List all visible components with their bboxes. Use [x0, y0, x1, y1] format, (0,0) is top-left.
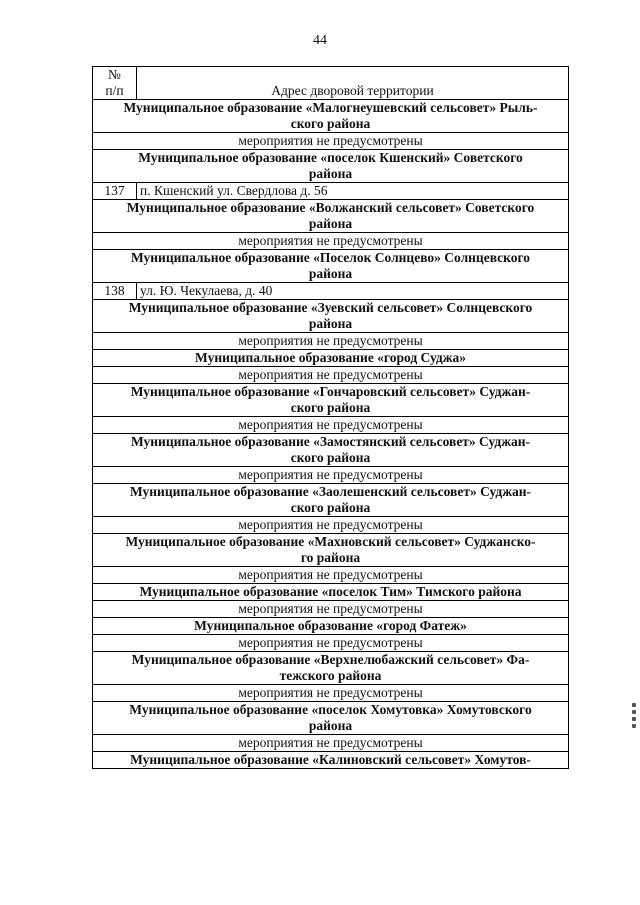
table-row-municipality — [93, 250, 569, 283]
municipality-heading — [93, 250, 569, 283]
municipality-heading-line: Муниципальное образование «Замостянский сельсовет» Суджан- — [130, 434, 531, 449]
column-header-address: Адрес дворовой территории — [137, 67, 569, 100]
row-address: ул. Ю. Чекулаева, д. 40 — [137, 283, 569, 300]
municipality-heading-line: района — [308, 266, 353, 281]
table-row-no-activities — [93, 133, 569, 150]
table-row-no-activities — [93, 567, 569, 584]
municipality-heading-line: ского района — [290, 450, 371, 465]
row-number: 138 — [93, 283, 137, 300]
table-row-municipality — [93, 384, 569, 417]
table-row-municipality — [93, 300, 569, 333]
no-activities-note: мероприятия не предусмотрены — [93, 635, 569, 652]
municipality-heading-line: ского района — [290, 500, 371, 515]
table-row-no-activities — [93, 333, 569, 350]
municipality-heading-line: района — [308, 316, 353, 331]
municipality-heading — [93, 484, 569, 517]
municipality-heading — [93, 584, 569, 601]
table-row-no-activities — [93, 735, 569, 752]
table-row-municipality — [93, 350, 569, 367]
table-row-no-activities — [93, 417, 569, 434]
table-row-municipality — [93, 584, 569, 601]
table-row-municipality — [93, 652, 569, 685]
table-row-municipality — [93, 150, 569, 183]
municipality-heading-line: Муниципальное образование «поселок Хомутовка» Хомутовского — [129, 702, 532, 717]
table-row-municipality — [93, 484, 569, 517]
municipality-heading — [93, 618, 569, 635]
municipality-heading-line: Муниципальное образование «Калиновский сельсовет» Хомутов- — [130, 752, 531, 767]
municipality-heading — [93, 100, 569, 133]
municipality-heading — [93, 300, 569, 333]
table-row-municipality — [93, 434, 569, 467]
municipality-heading-line: Муниципальное образование «Верхнелюбажский сельсовет» Фа- — [131, 652, 530, 667]
no-activities-note: мероприятия не предусмотрены — [93, 133, 569, 150]
table-row-no-activities — [93, 601, 569, 618]
edge-scan-mark — [632, 700, 638, 740]
municipality-heading-line: района — [308, 166, 353, 181]
municipality-heading-line: Муниципальное образование «город Суджа» — [195, 350, 466, 365]
table-row-no-activities — [93, 233, 569, 250]
municipality-heading-line: го района — [300, 550, 361, 565]
no-activities-note: мероприятия не предусмотрены — [93, 417, 569, 434]
table-row-no-activities — [93, 685, 569, 702]
municipality-heading-line: Муниципальное образование «Махновский сельсовет» Суджанско- — [125, 534, 536, 549]
municipality-heading-line: Муниципальное образование «Малогнеушевский сельсовет» Рыль- — [123, 100, 538, 115]
municipality-heading — [93, 350, 569, 367]
no-activities-note: мероприятия не предусмотрены — [93, 367, 569, 384]
page-number: 44 — [313, 33, 327, 48]
table-row-no-activities — [93, 467, 569, 484]
no-activities-note: мероприятия не предусмотрены — [93, 685, 569, 702]
table-header-row — [93, 67, 569, 100]
municipality-heading — [93, 200, 569, 233]
municipality-heading-line: Муниципальное образование «Поселок Солнцево» Солнцевского — [130, 250, 531, 265]
municipality-heading-line: Муниципальное образование «Заолешенский сельсовет» Суджан- — [129, 484, 532, 499]
table-row-no-activities — [93, 367, 569, 384]
column-header-number — [93, 67, 137, 100]
municipality-heading — [93, 434, 569, 467]
municipality-heading — [93, 752, 569, 769]
no-activities-note: мероприятия не предусмотрены — [93, 601, 569, 618]
municipality-heading — [93, 702, 569, 735]
no-activities-note: мероприятия не предусмотрены — [93, 567, 569, 584]
table-row-address — [93, 183, 569, 200]
no-activities-note: мероприятия не предусмотрены — [93, 233, 569, 250]
municipality-heading — [93, 384, 569, 417]
table-row-address — [93, 283, 569, 300]
table-row-municipality — [93, 752, 569, 769]
municipality-heading — [93, 150, 569, 183]
municipality-heading-line: Муниципальное образование «Волжанский сельсовет» Советского — [126, 200, 535, 215]
municipality-heading-line: тежского района — [279, 668, 382, 683]
municipality-heading-line: Муниципальное образование «поселок Кшенский» Советского — [138, 150, 523, 165]
municipality-heading-line: Муниципальное образование «поселок Тим» Тимского района — [139, 584, 522, 599]
table-row-municipality — [93, 200, 569, 233]
municipality-heading — [93, 534, 569, 567]
no-activities-note: мероприятия не предусмотрены — [93, 333, 569, 350]
municipality-heading — [93, 652, 569, 685]
table-row-municipality — [93, 618, 569, 635]
table-row-municipality — [93, 100, 569, 133]
no-activities-note: мероприятия не предусмотрены — [93, 735, 569, 752]
table-row-no-activities — [93, 635, 569, 652]
column-header-number-line2: п/п — [105, 83, 124, 98]
municipality-heading-line: Муниципальное образование «город Фатеж» — [194, 618, 467, 633]
no-activities-note: мероприятия не предусмотрены — [93, 517, 569, 534]
column-header-number-line1: № — [108, 67, 121, 82]
municipality-heading-line: района — [308, 718, 353, 733]
table-row-municipality — [93, 534, 569, 567]
row-address: п. Кшенский ул. Свердлова д. 56 — [137, 183, 569, 200]
row-number: 137 — [93, 183, 137, 200]
municipality-heading-line: района — [308, 216, 353, 231]
no-activities-note: мероприятия не предусмотрены — [93, 467, 569, 484]
municipality-heading-line: Муниципальное образование «Зуевский сельсовет» Солнцевского — [128, 300, 533, 315]
municipality-heading-line: Муниципальное образование «Гончаровский сельсовет» Суджан- — [130, 384, 531, 399]
municipality-heading-line: ского района — [290, 400, 371, 415]
table-row-municipality — [93, 702, 569, 735]
address-table-body — [93, 67, 569, 769]
address-table — [92, 66, 569, 769]
municipality-heading-line: ского района — [290, 116, 371, 131]
table-row-no-activities — [93, 517, 569, 534]
